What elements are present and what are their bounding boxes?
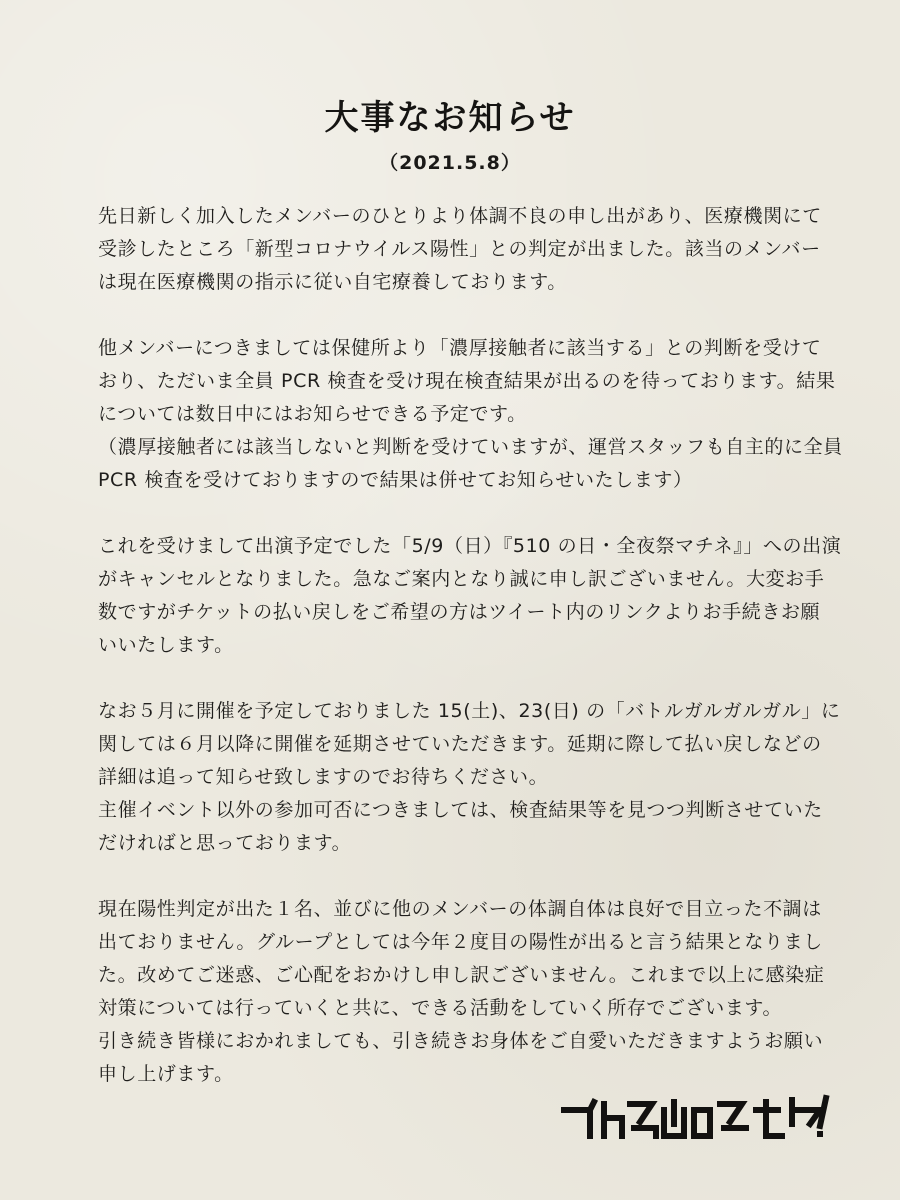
notice-line: 先日新しく加入したメンバーのひとりより体調不良の申し出があり、医療機関にて [98,205,822,227]
notice-line: 関しては６月以降に開催を延期させていただきます。延期に際して払い戻しなどの [98,733,822,755]
notice-paragraph [98,332,843,497]
notice-line: 他メンバーにつきましては保健所より「濃厚接触者に該当する」との判断を受けて [98,337,822,359]
notice-line: なお５月に開催を予定しておりました 15(土)、23(日) の「バトルガルガルガル」に [98,700,841,722]
notice-line: がキャンセルとなりました。急なご案内となり誠に申し訳ございません。大変お手 [98,568,825,590]
notice-line: おり、ただいま全員 PCR 検査を受け現在検査結果が出るのを待っております。結果 [98,370,836,392]
notice-line: 数ですがチケットの払い戻しをご希望の方はツイート内のリンクよりお手続きお願 [98,601,821,623]
notice-line: 引き続き皆様におかれましても、引き続きお身体をご自愛いただきますようお願い [98,1030,824,1052]
notice-line: 現在陽性判定が出た１名、並びに他のメンバーの体調自体は良好で目立った不調は [98,898,822,920]
notice-line: た。改めてご迷惑、ご心配をおかけし申し訳ございません。これまで以上に感染症 [98,964,825,986]
notice-line: 出ておりません。グループとしては今年２度目の陽性が出ると言う結果となりまし [98,931,823,953]
notice-title: 大事なお知らせ [324,98,576,138]
notice-paragraph [98,200,822,299]
notice-line: 主催イベント以外の参加可否につきましては、検査結果等を見つつ判断させていた [98,799,823,821]
notice-line: 詳細は追って知らせ致しますのでお待ちください。 [98,766,549,788]
notice-line: だければと思っております。 [98,832,352,854]
notice-line: 受診したところ「新型コロナウイルス陽性」との判定が出ました。該当のメンバー [98,238,821,260]
notice-paragraph [98,695,841,860]
notice-line: これを受けまして出演予定でした「5/9（日）『510 の日・全夜祭マチネ』」への出演 [98,535,842,557]
notice-date: （2021.5.8） [379,152,521,174]
notice-paragraph [98,893,825,1091]
notice-paragraph [98,530,842,662]
notice-body [98,200,843,1124]
group-logo [560,1088,838,1144]
notice-line: は現在医療機関の指示に従い自宅療養しております。 [98,271,567,293]
notice-line: （濃厚接触者には該当しないと判断を受けていますが、運営スタッフも自主的に全員 [98,436,843,458]
notice-line: 申し上げます。 [98,1063,234,1085]
notice-line: 対策については行っていくと共に、できる活動をしていく所存でございます。 [98,997,783,1019]
notice-line: については数日中にはお知らせできる予定です。 [98,403,527,425]
notice-line: いいたします。 [98,634,234,656]
notice-line: PCR 検査を受けておりますので結果は併せてお知らせいたします） [98,469,693,491]
